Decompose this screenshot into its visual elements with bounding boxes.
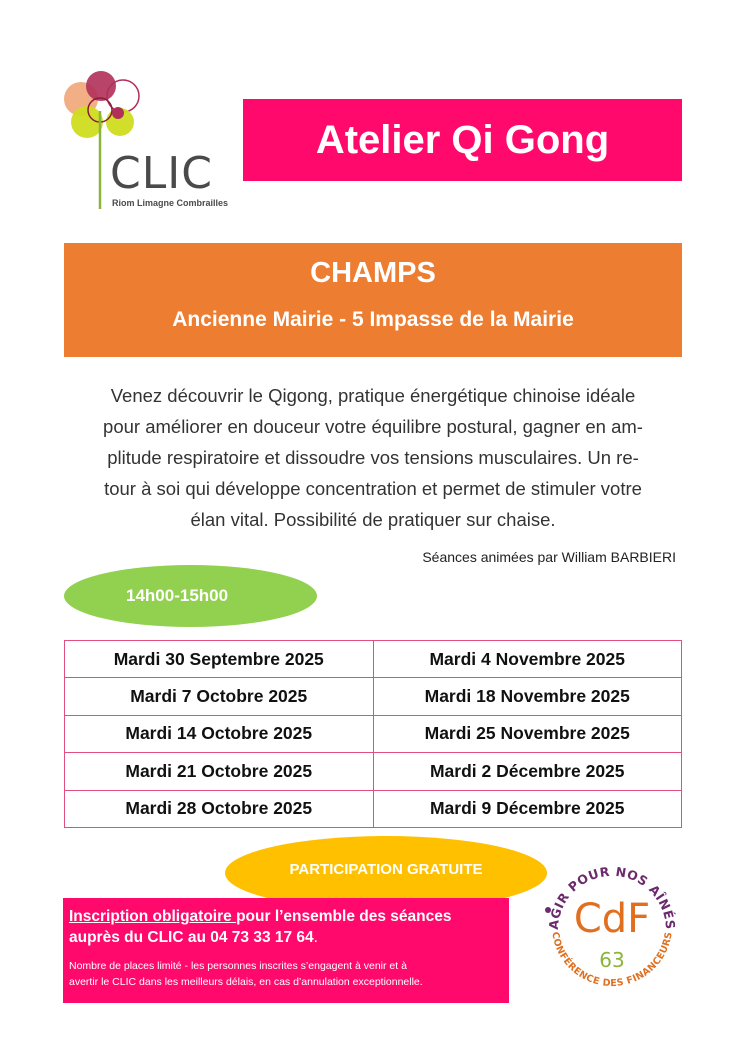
date-cell: Mardi 14 Octobre 2025 bbox=[65, 715, 374, 752]
description-line: pour améliorer en douceur votre équilibre postural, gagner en am- bbox=[103, 416, 643, 437]
date-cell: Mardi 2 Décembre 2025 bbox=[373, 753, 682, 790]
date-cell: Mardi 18 Novembre 2025 bbox=[373, 678, 682, 715]
description bbox=[68, 380, 678, 535]
location-city: CHAMPS bbox=[310, 257, 436, 289]
session-time: 14h00-15h00 bbox=[126, 586, 229, 605]
table-row bbox=[65, 678, 682, 715]
inscription-period: . bbox=[313, 929, 318, 946]
table-row bbox=[65, 641, 682, 678]
cdf-number: 63 bbox=[599, 948, 625, 972]
location-banner bbox=[64, 243, 682, 357]
inscription-main bbox=[69, 906, 503, 948]
date-cell: Mardi 21 Octobre 2025 bbox=[65, 753, 374, 790]
date-cell: Mardi 25 Novembre 2025 bbox=[373, 715, 682, 752]
cdf-initials: CdF bbox=[573, 896, 651, 942]
clic-logo bbox=[60, 66, 230, 216]
table-row bbox=[65, 790, 682, 827]
table-row bbox=[65, 715, 682, 752]
inscription-box bbox=[63, 898, 509, 1003]
date-cell: Mardi 9 Décembre 2025 bbox=[373, 790, 682, 827]
table-row bbox=[65, 753, 682, 790]
clic-logo-name: CLIC bbox=[110, 148, 213, 199]
page-title: Atelier Qi Gong bbox=[315, 117, 610, 162]
time-badge bbox=[64, 565, 317, 627]
description-line: plitude respiratoire et dissoudre vos tensions musculaires. Un re- bbox=[107, 447, 639, 468]
animateur-credit: Séances animées par William BARBIERI bbox=[422, 549, 676, 565]
date-cell: Mardi 4 Novembre 2025 bbox=[373, 641, 682, 678]
description-line: élan vital. Possibilité de pratiquer sur chaise. bbox=[190, 509, 556, 530]
inscription-phone: auprès du CLIC au 04 73 33 17 64 bbox=[69, 929, 314, 946]
cdf-bottom-text: CONFÉRENCE DES FINANCEURS bbox=[549, 931, 675, 990]
date-cell: Mardi 30 Septembre 2025 bbox=[65, 641, 374, 678]
dates-table bbox=[64, 640, 682, 828]
date-cell: Mardi 7 Octobre 2025 bbox=[65, 678, 374, 715]
clic-logo-subtitle: Riom Limagne Combrailles bbox=[112, 198, 229, 208]
inscription-required: Inscription obligatoire bbox=[69, 908, 237, 925]
inscription-note bbox=[69, 958, 503, 990]
participation-label: PARTICIPATION GRATUITE bbox=[289, 861, 483, 878]
cdf-seal-icon bbox=[536, 852, 688, 1002]
title-banner bbox=[243, 99, 682, 181]
location-address: Ancienne Mairie - 5 Impasse de la Mairie bbox=[172, 308, 574, 331]
cdf-logo bbox=[536, 852, 688, 1002]
inscription-note-line: avertir le CLIC dans les meilleurs délais, en cas d’annulation exceptionnelle. bbox=[69, 976, 423, 988]
date-cell: Mardi 28 Octobre 2025 bbox=[65, 790, 374, 827]
inscription-scope: pour l’ensemble des séances bbox=[236, 908, 452, 925]
description-line: tour à soi qui développe concentration et permet de stimuler votre bbox=[104, 478, 642, 499]
inscription-note-line: Nombre de places limité - les personnes inscrites s’engagent à venir et à bbox=[69, 960, 407, 972]
cdf-top-text: AGIR POUR NOS AÎNÉS bbox=[545, 863, 679, 931]
description-line: Venez découvrir le Qigong, pratique énergétique chinoise idéale bbox=[110, 385, 636, 406]
